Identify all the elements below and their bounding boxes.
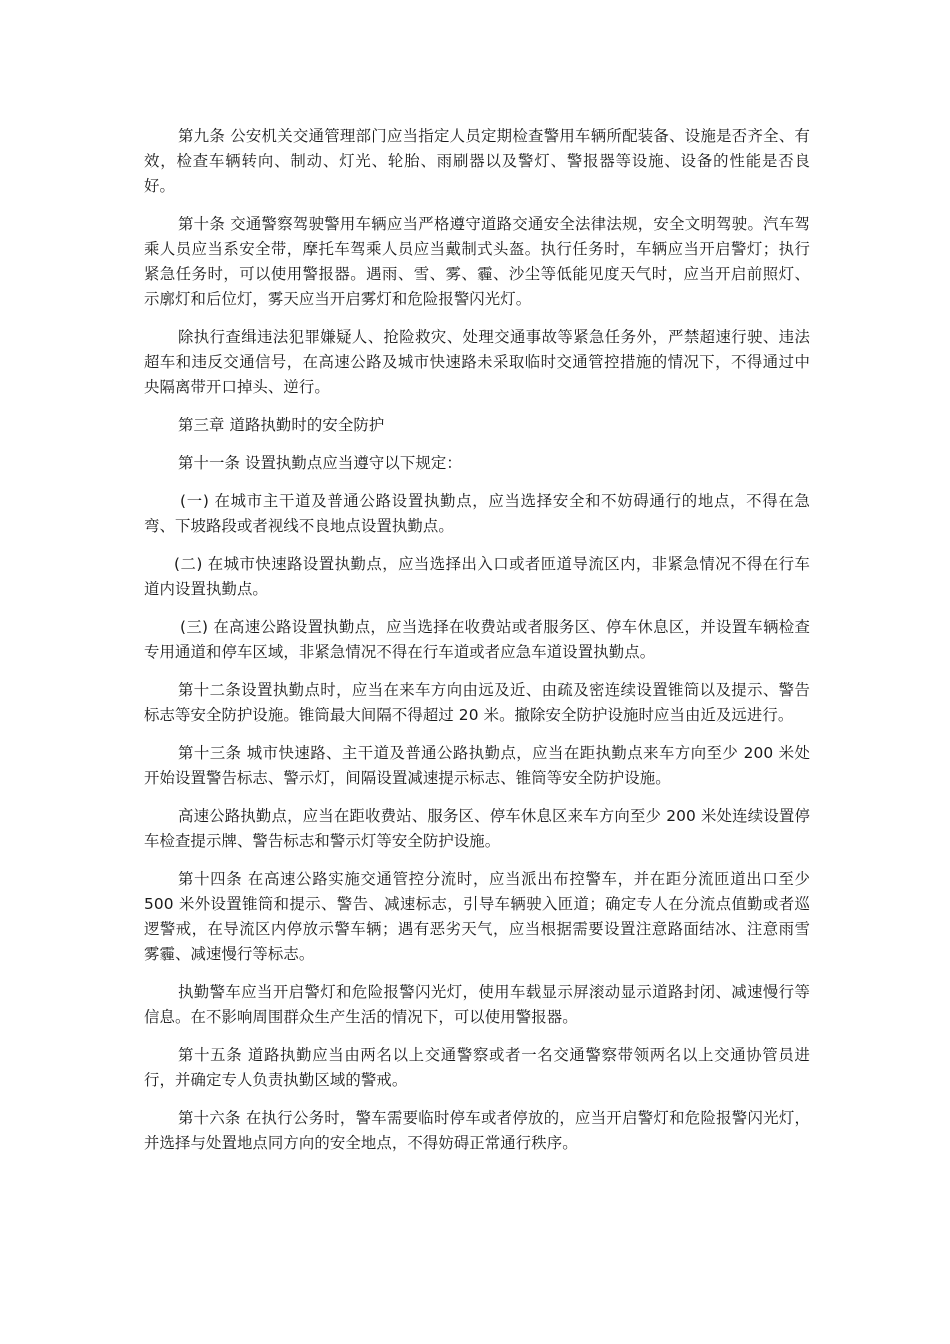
article-11-item-1: (一) 在城市主干道及普通公路设置执勤点，应当选择安全和不妨碍通行的地点，不得在急弯、下坡路段或者视线不良地点设置执勤点。: [144, 492, 810, 535]
chapter-3-heading: 第三章 道路执勤时的安全防护: [178, 416, 385, 434]
article-9: 第九条 公安机关交通管理部门应当指定人员定期检查警用车辆所配装备、设施是否齐全、有效，检查车辆转向、制动、灯光、轮胎、雨刷器以及警灯、警报器等设施、设备的性能是否良好。: [144, 127, 810, 195]
article-11: 第十一条 设置执勤点应当遵守以下规定：: [178, 454, 462, 472]
article-10-continued: 除执行查缉违法犯罪嫌疑人、抢险救灾、处理交通事故等紧急任务外，严禁超速行驶、违法超车和违反交通信号，在高速公路及城市快速路未采取临时交通管控措施的情况下，不得通过中央隔离带开口掉头、逆行。: [144, 328, 810, 396]
article-10: 第十条 交通警察驾驶警用车辆应当严格遵守道路交通安全法律法规，安全文明驾驶。汽车驾乘人员应当系安全带，摩托车驾乘人员应当戴制式头盔。执行任务时，车辆应当开启警灯；执行紧急任务时，可以使用警报器。遇雨、雪、雾、霾、沙尘等低能见度天气时，应当开启前照灯、示廓灯和后位灯，雾天应当开启雾灯和危险报警闪光灯。: [144, 215, 810, 308]
article-11-item-2: (二) 在城市快速路设置执勤点，应当选择出入口或者匝道导流区内，非紧急情况不得在行车道内设置执勤点。: [144, 555, 810, 598]
article-16: 第十六条 在执行公务时，警车需要临时停车或者停放的，应当开启警灯和危险报警闪光灯，并选择与处置地点同方向的安全地点，不得妨碍正常通行秩序。: [144, 1109, 810, 1152]
article-15: 第十五条 道路执勤应当由两名以上交通警察或者一名交通警察带领两名以上交通协管员进行，并确定专人负责执勤区域的警戒。: [144, 1046, 810, 1089]
article-12: 第十二条设置执勤点时，应当在来车方向由远及近、由疏及密连续设置锥筒以及提示、警告标志等安全防护设施。锥筒最大间隔不得超过 20 米。撤除安全防护设施时应当由近及远进行。: [144, 681, 810, 724]
article-13: 第十三条 城市快速路、主干道及普通公路执勤点，应当在距执勤点来车方向至少 200 米处开始设置警告标志、警示灯，间隔设置减速提示标志、锥筒等安全防护设施。: [144, 744, 810, 787]
document-body: [144, 124, 810, 1169]
article-13-continued: 高速公路执勤点，应当在距收费站、服务区、停车休息区来车方向至少 200 米处连续设置停车检查提示牌、警告标志和警示灯等安全防护设施。: [144, 807, 810, 850]
article-11-item-3: (三) 在高速公路设置执勤点，应当选择在收费站或者服务区、停车休息区，并设置车辆检查专用通道和停车区域，非紧急情况不得在行车道或者应急车道设置执勤点。: [144, 618, 810, 661]
article-14: 第十四条 在高速公路实施交通管控分流时，应当派出布控警车，并在距分流匝道出口至少 500 米外设置锥筒和提示、警告、减速标志，引导车辆驶入匝道；确定专人在分流点值勤或者巡逻警戒，在导流区内停放示警车辆；遇有恶劣天气，应当根据需要设置注意路面结冰、注意雨雪雾霾、减速慢行等标志。: [144, 870, 810, 963]
article-14-continued: 执勤警车应当开启警灯和危险报警闪光灯，使用车载显示屏滚动显示道路封闭、减速慢行等信息。在不影响周围群众生产生活的情况下，可以使用警报器。: [144, 983, 810, 1026]
